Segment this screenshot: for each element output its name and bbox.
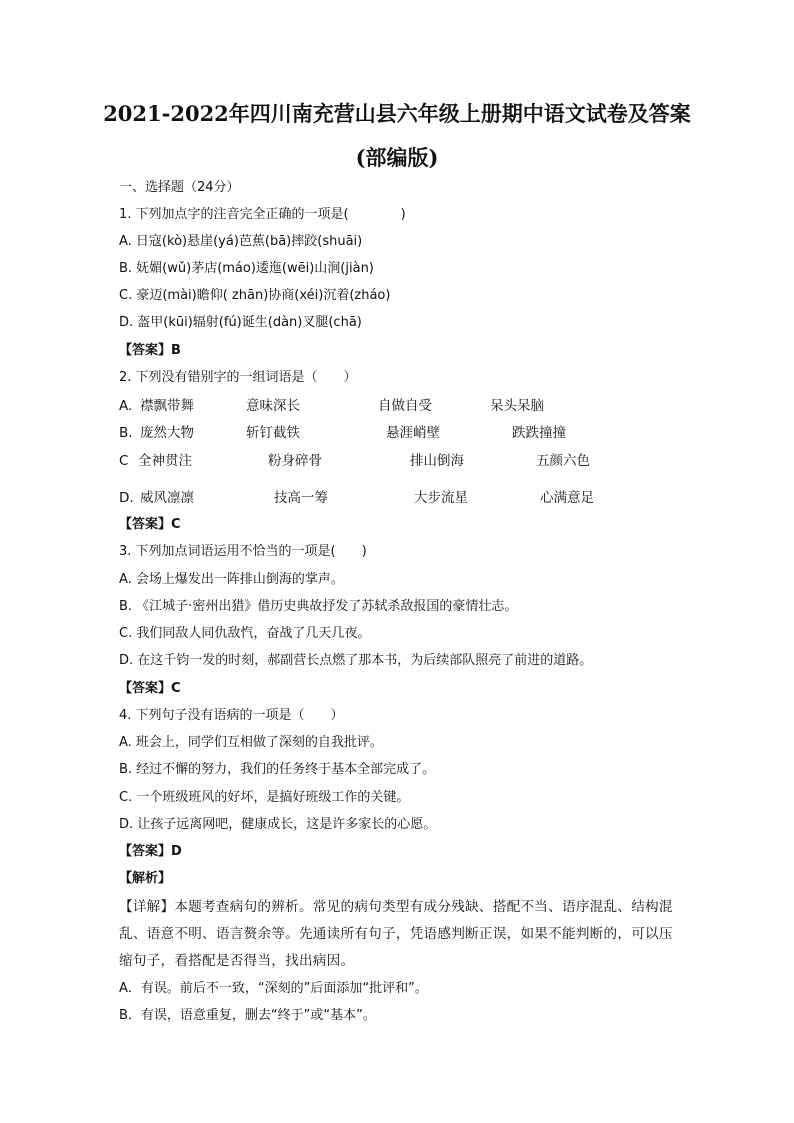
q3-option-a: A. 会场上爆发出一阵排山倒海的掌声。 xyxy=(119,572,344,587)
q3-option-b: B. 《江城子·密州出猎》借历史典故抒发了苏轼杀敌报国的豪情壮志。 xyxy=(119,599,518,614)
q1-stem: 1. 下列加点字的注音完全正确的一项是( ) xyxy=(119,207,406,222)
q4-stem: 4. 下列句子没有语病的一项是（ ） xyxy=(119,708,344,723)
q2-word: 跌跌撞撞 xyxy=(512,425,566,441)
q1-option-a: A. 日寇(kò)悬崖(yá)芭蕉(bā)摔跤(shuāi) xyxy=(119,234,363,249)
q2-answer: 【答案】C xyxy=(119,517,181,532)
q4-option-b: B. 经过不懈的努力，我们的任务终于基本全部完成了。 xyxy=(119,762,436,777)
q2-option-label: C xyxy=(119,453,129,469)
q4-analysis-label: 【解析】 xyxy=(119,871,172,886)
q1-option-b: B. 妩媚(wǔ)茅店(máo)逶迤(wēi)山涧(jiàn) xyxy=(119,261,374,276)
q3-option-c: C. 我们同敌人同仇敌忾，奋战了几天几夜。 xyxy=(119,626,371,641)
q4-detail-line-3: 缩句子，看搭配是否得当，找出病因。 xyxy=(119,953,355,969)
q2-word: 自做自受 xyxy=(378,398,432,414)
q1-answer: 【答案】B xyxy=(119,343,181,358)
q4-note-b: B．有误，语意重复，删去“终于”或“基本”。 xyxy=(119,1008,376,1023)
q4-answer: 【答案】D xyxy=(119,844,182,859)
q4-detail-line-2: 乱、语意不明、语言赘余等。先通读所有句子，凭语感判断正误，如果不能判断的，可以压 xyxy=(119,926,673,942)
q4-detail-line-1: 【详解】本题考查病句的辨析。常见的病句类型有成分残缺、搭配不当、语序混乱、结构混 xyxy=(119,899,673,915)
q2-word: 意味深长 xyxy=(246,398,300,414)
q2-option-label: B. xyxy=(119,425,133,441)
q2-word: 技高一筹 xyxy=(274,490,328,506)
q2-word: 斩钉截铁 xyxy=(246,425,300,441)
q2-word: 全神贯注 xyxy=(138,453,192,469)
page-title: 2021-2022年四川南充营山县六年级上册期中语文试卷及答案(部编版) xyxy=(103,101,691,170)
q1-option-c: C. 豪迈(mài)瞻仰( zhān)协商(xéi)沉着(zháo) xyxy=(119,288,391,303)
q2-option-label: D. xyxy=(119,490,134,506)
q2-word: 威风凛凛 xyxy=(140,490,194,506)
q2-word: 五颜六色 xyxy=(536,453,590,469)
q2-option-label: A. xyxy=(119,398,133,414)
q2-stem: 2. 下列没有错别字的一组词语是（ ） xyxy=(119,370,357,385)
q3-option-d: D. 在这千钧一发的时刻，郝副营长点燃了那本书，为后续部队照亮了前进的道路。 xyxy=(119,653,593,668)
q4-note-a: A．有误。前后不一致，“深刻的”后面添加“批评和”。 xyxy=(119,981,428,996)
q3-answer: 【答案】C xyxy=(119,681,181,696)
q2-word: 心满意足 xyxy=(540,490,594,506)
q4-option-d: D. 让孩子远离网吧，健康成长，这是许多家长的心愿。 xyxy=(119,817,437,832)
q1-option-d: D. 盔甲(kūi)辐射(fú)诞生(dàn)叉腿(chā) xyxy=(119,315,362,330)
q2-word: 襟飘带舞 xyxy=(140,398,194,414)
section-heading: 一、选择题（24分） xyxy=(119,180,240,195)
q2-word: 庞然大物 xyxy=(140,425,194,441)
q2-word: 呆头呆脑 xyxy=(490,398,544,414)
q4-option-a: A. 班会上，同学们互相做了深刻的自我批评。 xyxy=(119,735,383,750)
q2-word: 悬涯峭壁 xyxy=(386,425,440,441)
q2-word: 大步流星 xyxy=(414,490,468,506)
q3-stem: 3. 下列加点词语运用不恰当的一项是( ) xyxy=(119,544,367,559)
q4-option-c: C. 一个班级班风的好坏，是搞好班级工作的关键。 xyxy=(119,790,410,805)
q2-word: 排山倒海 xyxy=(410,453,464,469)
q2-word: 粉身碎骨 xyxy=(268,453,322,469)
